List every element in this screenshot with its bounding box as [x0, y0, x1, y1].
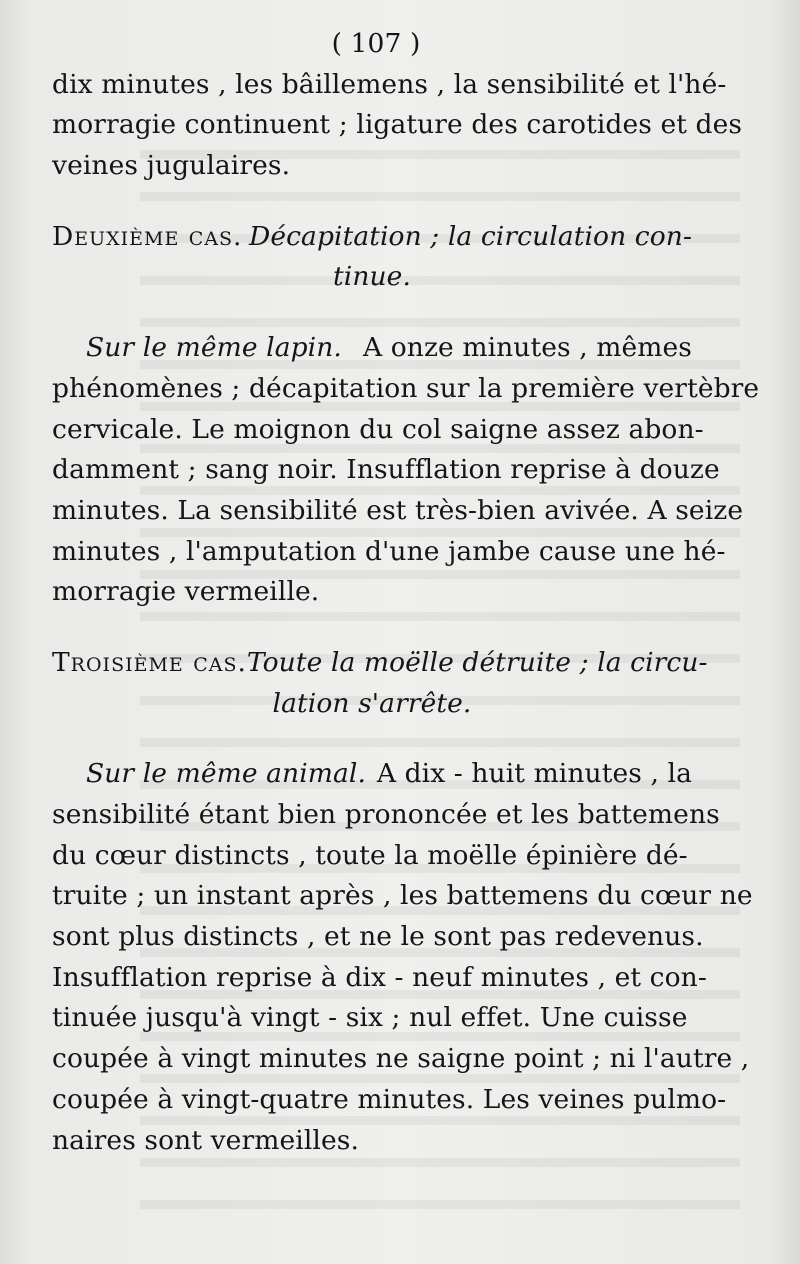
case3-last-line: naires sont vermeilles.: [52, 1124, 359, 1156]
case2-line: damment ; sang noir. Insufflation reprise à douze: [52, 454, 720, 486]
case3-line: coupée à vingt minutes ne saigne point ; ni l'autre ,: [52, 1043, 750, 1075]
case2-first-line: [52, 328, 692, 369]
case2-label: Deuxième cas.: [52, 220, 243, 252]
case3-line: sont plus distincts , et ne le sont pas redevenus.: [52, 921, 704, 953]
intro-line: veines jugulaires.: [52, 150, 291, 182]
case3-title-line1: Toute la moëlle détruite ; la circu-: [246, 646, 708, 678]
case3-line: du cœur distincts , toute la moëlle épinière dé-: [52, 839, 688, 871]
case3-first-line: [52, 754, 692, 795]
case2-line: cervicale. Le moignon du col saigne assez abon-: [52, 413, 704, 445]
case2-line: minutes. La sensibilité est très-bien avivée. A seize: [52, 494, 744, 526]
case3-label: Troisième cas.: [52, 646, 247, 678]
case2-lead: Sur le même lapin.: [86, 332, 342, 364]
case3-line: coupée à vingt-quatre minutes. Les veines pulmo-: [52, 1083, 727, 1115]
case3-line: truite ; un instant après , les battemens du cœur ne: [52, 880, 753, 912]
case3-title-line2: lation s'arrête.: [272, 687, 472, 719]
case2-title-line1: Décapitation ; la circulation con-: [248, 220, 692, 252]
case2-line: minutes , l'amputation d'une jambe cause une hé-: [52, 535, 726, 567]
case2-last-line: morragie vermeille.: [52, 576, 320, 608]
case2-title-line2: tinue.: [333, 261, 411, 293]
case2-heading: [52, 217, 692, 258]
case3-line: sensibilité étant bien prononcée et les battemens: [52, 799, 720, 830]
case3-line: tinuée jusqu'à vingt - six ; nul effet. Une cuisse: [52, 1002, 688, 1034]
text-line: dix minutes , les bâillemens , la sensibilité et l'hé-: [52, 68, 727, 100]
page-text: [52, 24, 760, 1161]
case3-first-line-rest: A dix - huit minutes , la: [376, 758, 692, 790]
case3-line: Insufflation reprise à dix - neuf minutes , et con-: [52, 961, 707, 993]
case2-first-line-rest: A onze minutes , mêmes: [362, 332, 692, 364]
text-line: morragie continuent ; ligature des carotides et des: [52, 109, 743, 141]
intro-line: [52, 105, 743, 146]
case3-heading: [52, 643, 708, 684]
case2-line: phénomènes ; décapitation sur la première vertèbre: [52, 372, 760, 404]
intro-line: [52, 65, 727, 106]
page-number: ( 107 ): [331, 28, 421, 59]
case3-lead: Sur le même animal.: [86, 758, 367, 790]
